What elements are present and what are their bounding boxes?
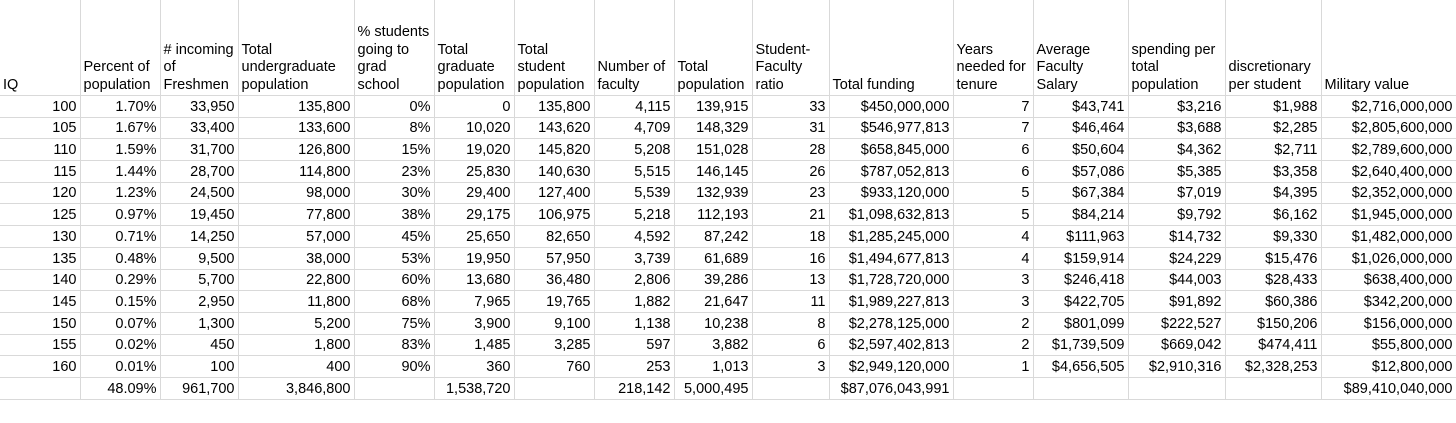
- cell-spending-per-pop[interactable]: $3,216: [1128, 96, 1225, 118]
- cell-grad-population[interactable]: 29,400: [434, 182, 514, 204]
- cell-student-faculty-ratio[interactable]: 13: [752, 269, 829, 291]
- cell-grad-school-pct[interactable]: 53%: [354, 247, 434, 269]
- cell-incoming-freshmen[interactable]: 5,700: [160, 269, 238, 291]
- table-row: [0, 269, 1456, 291]
- cell-total-funding[interactable]: $1,728,720,000: [829, 269, 953, 291]
- cell-iq[interactable]: 135: [0, 247, 80, 269]
- cell-faculty-count[interactable]: 1,882: [594, 291, 674, 313]
- cell-discretionary-per-student[interactable]: $15,476: [1225, 247, 1321, 269]
- cell-avg-faculty-salary[interactable]: $57,086: [1033, 161, 1128, 183]
- cell-percent-population[interactable]: 0.01%: [80, 356, 160, 378]
- cell-faculty-count[interactable]: 5,208: [594, 139, 674, 161]
- cell-student-population[interactable]: 106,975: [514, 204, 594, 226]
- cell-incoming-freshmen[interactable]: 14,250: [160, 226, 238, 248]
- cell-faculty-count[interactable]: 597: [594, 334, 674, 356]
- total-cell-incoming-freshmen[interactable]: 961,700: [160, 377, 238, 399]
- cell-avg-faculty-salary[interactable]: $1,739,509: [1033, 334, 1128, 356]
- cell-military-value[interactable]: $156,000,000: [1321, 312, 1456, 334]
- cell-percent-population[interactable]: 0.48%: [80, 247, 160, 269]
- cell-student-faculty-ratio[interactable]: 26: [752, 161, 829, 183]
- cell-total-population[interactable]: 3,882: [674, 334, 752, 356]
- cell-total-population[interactable]: 21,647: [674, 291, 752, 313]
- cell-student-population[interactable]: 36,480: [514, 269, 594, 291]
- cell-iq[interactable]: 110: [0, 139, 80, 161]
- table-row: [0, 182, 1456, 204]
- cell-tenure-years[interactable]: 4: [953, 247, 1033, 269]
- cell-tenure-years[interactable]: 6: [953, 139, 1033, 161]
- cell-discretionary-per-student[interactable]: $9,330: [1225, 226, 1321, 248]
- cell-spending-per-pop[interactable]: $4,362: [1128, 139, 1225, 161]
- total-cell-spending-per-pop[interactable]: [1128, 377, 1225, 399]
- cell-avg-faculty-salary[interactable]: $159,914: [1033, 247, 1128, 269]
- cell-incoming-freshmen[interactable]: 9,500: [160, 247, 238, 269]
- header-cell-military-value[interactable]: Military value: [1321, 0, 1456, 96]
- cell-incoming-freshmen[interactable]: 31,700: [160, 139, 238, 161]
- cell-grad-school-pct[interactable]: 68%: [354, 291, 434, 313]
- cell-grad-population[interactable]: 7,965: [434, 291, 514, 313]
- cell-total-population[interactable]: 61,689: [674, 247, 752, 269]
- cell-undergrad-population[interactable]: 135,800: [238, 96, 354, 118]
- cell-total-population[interactable]: 132,939: [674, 182, 752, 204]
- table-row: [0, 334, 1456, 356]
- cell-military-value[interactable]: $12,800,000: [1321, 356, 1456, 378]
- total-cell-faculty-count[interactable]: 218,142: [594, 377, 674, 399]
- cell-avg-faculty-salary[interactable]: $84,214: [1033, 204, 1128, 226]
- cell-avg-faculty-salary[interactable]: $50,604: [1033, 139, 1128, 161]
- cell-student-population[interactable]: 57,950: [514, 247, 594, 269]
- cell-percent-population[interactable]: 0.71%: [80, 226, 160, 248]
- cell-faculty-count[interactable]: 3,739: [594, 247, 674, 269]
- total-cell-discretionary-per-student[interactable]: [1225, 377, 1321, 399]
- header-cell-tenure-years[interactable]: Years needed for tenure: [953, 0, 1033, 96]
- cell-student-population[interactable]: 143,620: [514, 117, 594, 139]
- cell-total-funding[interactable]: $787,052,813: [829, 161, 953, 183]
- table-row: [0, 117, 1456, 139]
- cell-student-faculty-ratio[interactable]: 6: [752, 334, 829, 356]
- cell-student-population[interactable]: 135,800: [514, 96, 594, 118]
- cell-total-funding[interactable]: $450,000,000: [829, 96, 953, 118]
- cell-undergrad-population[interactable]: 133,600: [238, 117, 354, 139]
- cell-student-faculty-ratio[interactable]: 11: [752, 291, 829, 313]
- cell-grad-school-pct[interactable]: 8%: [354, 117, 434, 139]
- cell-military-value[interactable]: $638,400,000: [1321, 269, 1456, 291]
- cell-student-population[interactable]: 9,100: [514, 312, 594, 334]
- cell-total-funding[interactable]: $658,845,000: [829, 139, 953, 161]
- cell-student-faculty-ratio[interactable]: 31: [752, 117, 829, 139]
- cell-military-value[interactable]: $1,945,000,000: [1321, 204, 1456, 226]
- cell-spending-per-pop[interactable]: $2,910,316: [1128, 356, 1225, 378]
- cell-tenure-years[interactable]: 7: [953, 96, 1033, 118]
- cell-grad-population[interactable]: 19,950: [434, 247, 514, 269]
- cell-iq[interactable]: 125: [0, 204, 80, 226]
- cell-avg-faculty-salary[interactable]: $43,741: [1033, 96, 1128, 118]
- header-cell-incoming-freshmen[interactable]: # incoming of Freshmen: [160, 0, 238, 96]
- header-cell-faculty-count[interactable]: Number of faculty: [594, 0, 674, 96]
- cell-avg-faculty-salary[interactable]: $422,705: [1033, 291, 1128, 313]
- cell-discretionary-per-student[interactable]: $3,358: [1225, 161, 1321, 183]
- cell-tenure-years[interactable]: 3: [953, 291, 1033, 313]
- cell-total-population[interactable]: 139,915: [674, 96, 752, 118]
- cell-military-value[interactable]: $1,026,000,000: [1321, 247, 1456, 269]
- cell-tenure-years[interactable]: 5: [953, 204, 1033, 226]
- cell-total-funding[interactable]: $546,977,813: [829, 117, 953, 139]
- cell-student-population[interactable]: 19,765: [514, 291, 594, 313]
- cell-incoming-freshmen[interactable]: 2,950: [160, 291, 238, 313]
- cell-student-population[interactable]: 127,400: [514, 182, 594, 204]
- cell-military-value[interactable]: $2,805,600,000: [1321, 117, 1456, 139]
- header-cell-total-population[interactable]: Total population: [674, 0, 752, 96]
- cell-spending-per-pop[interactable]: $24,229: [1128, 247, 1225, 269]
- cell-spending-per-pop[interactable]: $9,792: [1128, 204, 1225, 226]
- cell-total-funding[interactable]: $1,989,227,813: [829, 291, 953, 313]
- cell-percent-population[interactable]: 1.23%: [80, 182, 160, 204]
- cell-tenure-years[interactable]: 2: [953, 312, 1033, 334]
- total-cell-student-population[interactable]: [514, 377, 594, 399]
- cell-student-faculty-ratio[interactable]: 18: [752, 226, 829, 248]
- cell-discretionary-per-student[interactable]: $474,411: [1225, 334, 1321, 356]
- cell-undergrad-population[interactable]: 114,800: [238, 161, 354, 183]
- cell-incoming-freshmen[interactable]: 1,300: [160, 312, 238, 334]
- cell-discretionary-per-student[interactable]: $2,285: [1225, 117, 1321, 139]
- header-row: [0, 0, 1456, 96]
- total-cell-total-population[interactable]: 5,000,495: [674, 377, 752, 399]
- cell-grad-population[interactable]: 19,020: [434, 139, 514, 161]
- cell-iq[interactable]: 130: [0, 226, 80, 248]
- cell-discretionary-per-student[interactable]: $28,433: [1225, 269, 1321, 291]
- cell-faculty-count[interactable]: 5,515: [594, 161, 674, 183]
- header-cell-percent-population[interactable]: Percent of population: [80, 0, 160, 96]
- cell-percent-population[interactable]: 1.67%: [80, 117, 160, 139]
- table-row: [0, 312, 1456, 334]
- total-cell-percent-population[interactable]: 48.09%: [80, 377, 160, 399]
- cell-tenure-years[interactable]: 1: [953, 356, 1033, 378]
- cell-incoming-freshmen[interactable]: 33,950: [160, 96, 238, 118]
- cell-grad-school-pct[interactable]: 38%: [354, 204, 434, 226]
- table-row: [0, 161, 1456, 183]
- table-row: [0, 291, 1456, 313]
- cell-grad-school-pct[interactable]: 75%: [354, 312, 434, 334]
- cell-grad-school-pct[interactable]: 0%: [354, 96, 434, 118]
- cell-grad-school-pct[interactable]: 30%: [354, 182, 434, 204]
- header-cell-student-faculty-ratio[interactable]: Student-Faculty ratio: [752, 0, 829, 96]
- cell-grad-school-pct[interactable]: 23%: [354, 161, 434, 183]
- cell-avg-faculty-salary[interactable]: $4,656,505: [1033, 356, 1128, 378]
- cell-spending-per-pop[interactable]: $3,688: [1128, 117, 1225, 139]
- cell-faculty-count[interactable]: 5,218: [594, 204, 674, 226]
- cell-total-population[interactable]: 87,242: [674, 226, 752, 248]
- cell-faculty-count[interactable]: 1,138: [594, 312, 674, 334]
- cell-grad-population[interactable]: 10,020: [434, 117, 514, 139]
- header-cell-total-funding[interactable]: Total funding: [829, 0, 953, 96]
- cell-military-value[interactable]: $2,716,000,000: [1321, 96, 1456, 118]
- cell-percent-population[interactable]: 0.15%: [80, 291, 160, 313]
- cell-iq[interactable]: 150: [0, 312, 80, 334]
- cell-grad-population[interactable]: 1,485: [434, 334, 514, 356]
- cell-total-population[interactable]: 151,028: [674, 139, 752, 161]
- cell-total-population[interactable]: 146,145: [674, 161, 752, 183]
- cell-student-faculty-ratio[interactable]: 23: [752, 182, 829, 204]
- cell-grad-population[interactable]: 360: [434, 356, 514, 378]
- cell-military-value[interactable]: $2,640,400,000: [1321, 161, 1456, 183]
- total-cell-undergrad-population[interactable]: 3,846,800: [238, 377, 354, 399]
- cell-avg-faculty-salary[interactable]: $246,418: [1033, 269, 1128, 291]
- cell-faculty-count[interactable]: 4,592: [594, 226, 674, 248]
- cell-percent-population[interactable]: 0.97%: [80, 204, 160, 226]
- cell-spending-per-pop[interactable]: $7,019: [1128, 182, 1225, 204]
- cell-total-population[interactable]: 10,238: [674, 312, 752, 334]
- cell-percent-population[interactable]: 1.70%: [80, 96, 160, 118]
- table-row: [0, 204, 1456, 226]
- total-cell-avg-faculty-salary[interactable]: [1033, 377, 1128, 399]
- cell-percent-population[interactable]: 0.07%: [80, 312, 160, 334]
- cell-student-faculty-ratio[interactable]: 21: [752, 204, 829, 226]
- cell-military-value[interactable]: $2,352,000,000: [1321, 182, 1456, 204]
- cell-undergrad-population[interactable]: 57,000: [238, 226, 354, 248]
- cell-iq[interactable]: 160: [0, 356, 80, 378]
- cell-student-population[interactable]: 3,285: [514, 334, 594, 356]
- cell-undergrad-population[interactable]: 38,000: [238, 247, 354, 269]
- cell-incoming-freshmen[interactable]: 100: [160, 356, 238, 378]
- cell-military-value[interactable]: $2,789,600,000: [1321, 139, 1456, 161]
- cell-grad-school-pct[interactable]: 83%: [354, 334, 434, 356]
- cell-tenure-years[interactable]: 5: [953, 182, 1033, 204]
- cell-grad-population[interactable]: 25,830: [434, 161, 514, 183]
- cell-total-funding[interactable]: $1,098,632,813: [829, 204, 953, 226]
- cell-student-population[interactable]: 140,630: [514, 161, 594, 183]
- cell-avg-faculty-salary[interactable]: $67,384: [1033, 182, 1128, 204]
- cell-spending-per-pop[interactable]: $5,385: [1128, 161, 1225, 183]
- table-row: [0, 226, 1456, 248]
- cell-tenure-years[interactable]: 7: [953, 117, 1033, 139]
- cell-iq[interactable]: 105: [0, 117, 80, 139]
- table-row: [0, 139, 1456, 161]
- cell-discretionary-per-student[interactable]: $4,395: [1225, 182, 1321, 204]
- cell-percent-population[interactable]: 1.59%: [80, 139, 160, 161]
- cell-incoming-freshmen[interactable]: 19,450: [160, 204, 238, 226]
- cell-total-funding[interactable]: $1,285,245,000: [829, 226, 953, 248]
- cell-spending-per-pop[interactable]: $222,527: [1128, 312, 1225, 334]
- cell-total-population[interactable]: 1,013: [674, 356, 752, 378]
- total-cell-grad-population[interactable]: 1,538,720: [434, 377, 514, 399]
- cell-incoming-freshmen[interactable]: 28,700: [160, 161, 238, 183]
- cell-iq[interactable]: 115: [0, 161, 80, 183]
- cell-military-value[interactable]: $1,482,000,000: [1321, 226, 1456, 248]
- cell-tenure-years[interactable]: 3: [953, 269, 1033, 291]
- cell-tenure-years[interactable]: 4: [953, 226, 1033, 248]
- cell-grad-population[interactable]: 0: [434, 96, 514, 118]
- cell-student-faculty-ratio[interactable]: 33: [752, 96, 829, 118]
- cell-avg-faculty-salary[interactable]: $801,099: [1033, 312, 1128, 334]
- cell-discretionary-per-student[interactable]: $2,711: [1225, 139, 1321, 161]
- cell-student-faculty-ratio[interactable]: 8: [752, 312, 829, 334]
- cell-incoming-freshmen[interactable]: 33,400: [160, 117, 238, 139]
- cell-student-faculty-ratio[interactable]: 16: [752, 247, 829, 269]
- cell-spending-per-pop[interactable]: $91,892: [1128, 291, 1225, 313]
- cell-grad-school-pct[interactable]: 90%: [354, 356, 434, 378]
- cell-faculty-count[interactable]: 4,709: [594, 117, 674, 139]
- cell-incoming-freshmen[interactable]: 24,500: [160, 182, 238, 204]
- cell-student-faculty-ratio[interactable]: 28: [752, 139, 829, 161]
- cell-avg-faculty-salary[interactable]: $46,464: [1033, 117, 1128, 139]
- header-cell-grad-school-pct[interactable]: % students going to grad school: [354, 0, 434, 96]
- cell-military-value[interactable]: $342,200,000: [1321, 291, 1456, 313]
- total-cell-iq[interactable]: [0, 377, 80, 399]
- cell-total-funding[interactable]: $2,278,125,000: [829, 312, 953, 334]
- cell-iq[interactable]: 140: [0, 269, 80, 291]
- cell-undergrad-population[interactable]: 126,800: [238, 139, 354, 161]
- cell-incoming-freshmen[interactable]: 450: [160, 334, 238, 356]
- cell-percent-population[interactable]: 0.02%: [80, 334, 160, 356]
- total-cell-grad-school-pct[interactable]: [354, 377, 434, 399]
- cell-total-population[interactable]: 148,329: [674, 117, 752, 139]
- cell-tenure-years[interactable]: 2: [953, 334, 1033, 356]
- total-cell-student-faculty-ratio[interactable]: [752, 377, 829, 399]
- cell-iq[interactable]: 145: [0, 291, 80, 313]
- cell-undergrad-population[interactable]: 77,800: [238, 204, 354, 226]
- cell-discretionary-per-student[interactable]: $1,988: [1225, 96, 1321, 118]
- header-cell-discretionary-per-student[interactable]: discretionary per student: [1225, 0, 1321, 96]
- cell-spending-per-pop[interactable]: $14,732: [1128, 226, 1225, 248]
- total-cell-military-value[interactable]: $89,410,040,000: [1321, 377, 1456, 399]
- cell-undergrad-population[interactable]: 1,800: [238, 334, 354, 356]
- cell-faculty-count[interactable]: 253: [594, 356, 674, 378]
- table-row: [0, 247, 1456, 269]
- header-cell-iq[interactable]: IQ: [0, 0, 80, 96]
- cell-iq[interactable]: 120: [0, 182, 80, 204]
- header-cell-student-population[interactable]: Total student population: [514, 0, 594, 96]
- cell-total-population[interactable]: 39,286: [674, 269, 752, 291]
- cell-total-funding[interactable]: $2,597,402,813: [829, 334, 953, 356]
- cell-grad-population[interactable]: 29,175: [434, 204, 514, 226]
- cell-spending-per-pop[interactable]: $669,042: [1128, 334, 1225, 356]
- cell-discretionary-per-student[interactable]: $2,328,253: [1225, 356, 1321, 378]
- cell-student-population[interactable]: 82,650: [514, 226, 594, 248]
- cell-spending-per-pop[interactable]: $44,003: [1128, 269, 1225, 291]
- cell-undergrad-population[interactable]: 11,800: [238, 291, 354, 313]
- table-row: [0, 96, 1456, 118]
- cell-student-population[interactable]: 760: [514, 356, 594, 378]
- cell-tenure-years[interactable]: 6: [953, 161, 1033, 183]
- cell-faculty-count[interactable]: 4,115: [594, 96, 674, 118]
- cell-student-faculty-ratio[interactable]: 3: [752, 356, 829, 378]
- cell-total-funding[interactable]: $933,120,000: [829, 182, 953, 204]
- cell-student-population[interactable]: 145,820: [514, 139, 594, 161]
- table-row: [0, 356, 1456, 378]
- totals-row: [0, 377, 1456, 399]
- cell-faculty-count[interactable]: 2,806: [594, 269, 674, 291]
- cell-discretionary-per-student[interactable]: $150,206: [1225, 312, 1321, 334]
- header-cell-spending-per-pop[interactable]: spending per total population: [1128, 0, 1225, 96]
- cell-total-funding[interactable]: $1,494,677,813: [829, 247, 953, 269]
- cell-undergrad-population[interactable]: 5,200: [238, 312, 354, 334]
- cell-grad-population[interactable]: 13,680: [434, 269, 514, 291]
- cell-grad-population[interactable]: 25,650: [434, 226, 514, 248]
- cell-total-population[interactable]: 112,193: [674, 204, 752, 226]
- cell-avg-faculty-salary[interactable]: $111,963: [1033, 226, 1128, 248]
- cell-undergrad-population[interactable]: 22,800: [238, 269, 354, 291]
- header-cell-undergrad-population[interactable]: Total undergraduate population: [238, 0, 354, 96]
- cell-undergrad-population[interactable]: 98,000: [238, 182, 354, 204]
- header-cell-avg-faculty-salary[interactable]: Average Faculty Salary: [1033, 0, 1128, 96]
- cell-undergrad-population[interactable]: 400: [238, 356, 354, 378]
- header-cell-grad-population[interactable]: Total graduate population: [434, 0, 514, 96]
- cell-discretionary-per-student[interactable]: $60,386: [1225, 291, 1321, 313]
- cell-percent-population[interactable]: 1.44%: [80, 161, 160, 183]
- total-cell-tenure-years[interactable]: [953, 377, 1033, 399]
- total-cell-total-funding[interactable]: $87,076,043,991: [829, 377, 953, 399]
- cell-discretionary-per-student[interactable]: $6,162: [1225, 204, 1321, 226]
- cell-grad-school-pct[interactable]: 45%: [354, 226, 434, 248]
- cell-iq[interactable]: 100: [0, 96, 80, 118]
- cell-total-funding[interactable]: $2,949,120,000: [829, 356, 953, 378]
- cell-grad-school-pct[interactable]: 60%: [354, 269, 434, 291]
- cell-faculty-count[interactable]: 5,539: [594, 182, 674, 204]
- cell-percent-population[interactable]: 0.29%: [80, 269, 160, 291]
- cell-grad-school-pct[interactable]: 15%: [354, 139, 434, 161]
- cell-iq[interactable]: 155: [0, 334, 80, 356]
- cell-grad-population[interactable]: 3,900: [434, 312, 514, 334]
- cell-military-value[interactable]: $55,800,000: [1321, 334, 1456, 356]
